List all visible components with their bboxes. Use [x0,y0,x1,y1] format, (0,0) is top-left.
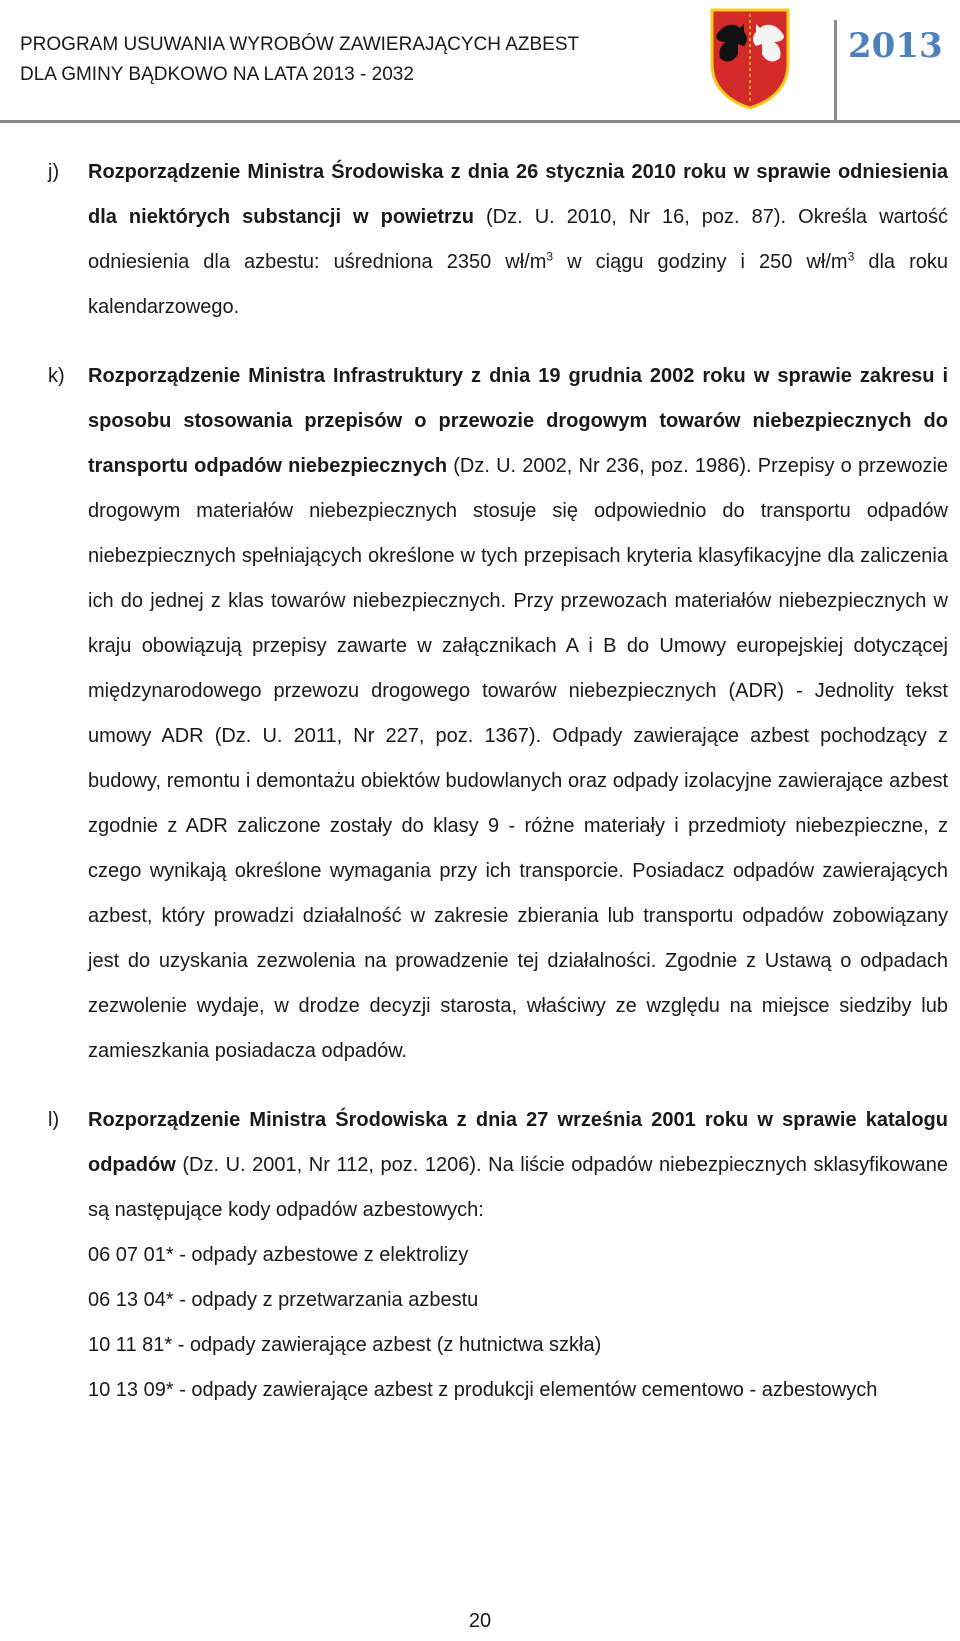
document-body [48,150,948,1437]
page-number: 20 [468,1610,492,1632]
list-item-text [88,150,948,330]
coat-of-arms-icon [708,6,792,110]
regulation-citation: (Dz. U. 2010, Nr 16, poz. 87). Określa wartość odniesienia dla azbestu: uśredniona 2350 wł/m [88,206,948,273]
list-item-label: l) [48,1109,60,1131]
document-title-line2: DLA GMINY BĄDKOWO NA LATA 2013 - 2032 [20,64,414,85]
regulation-text: w ciągu godziny i 250 wł/m [553,251,848,273]
list-item-text [88,1098,948,1233]
document-title-line1: PROGRAM USUWANIA WYROBÓW ZAWIERAJĄCYCH AZBEST [20,34,580,55]
list-item-label: k) [48,365,65,387]
list-item-l [48,1098,948,1413]
regulation-text: dla roku kalendarzowego. [88,251,948,318]
header-divider-vertical [834,20,837,122]
waste-code-item: 06 13 04* - odpady z przetwarzania azbestu [88,1289,479,1311]
regulation-title: Rozporządzenie Ministra Infrastruktury z dnia 19 grudnia 2002 roku w sprawie zakresu i sposobu stosowania przepisów o przewozie drogowym towarów niebezpiecznych do transportu odpadów niebezpiecznych [88,365,948,477]
list-item-text [88,354,948,1074]
regulation-title: Rozporządzenie Ministra Środowiska z dnia 26 stycznia 2010 roku w sprawie odniesienia dla niektórych substancji w powietrzu [88,161,948,228]
regulation-title: Rozporządzenie Ministra Środowiska z dnia 27 września 2001 roku w sprawie katalogu odpadów [88,1109,948,1176]
page-header [0,0,960,126]
header-divider-horizontal [0,120,960,123]
superscript: 3 [847,249,855,264]
superscript: 3 [546,249,554,264]
regulation-text: (Dz. U. 2001, Nr 112, poz. 1206). Na liście odpadów niebezpiecznych sklasyfikowane są następujące kody odpadów azbestowych: [88,1154,948,1221]
list-item-j [48,150,948,330]
list-item-k [48,354,948,1074]
waste-code-item: 10 13 09* - odpady zawierające azbest z produkcji elementów cementowo - azbestowych [88,1379,878,1401]
regulation-text: (Dz. U. 2002, Nr 236, poz. 1986). Przepisy o przewozie drogowym materiałów niebezpiecznych stosuje się odpowiednio do transportu odpadów niebezpiecznych spełniających określone w tych przepisach kryteria klasyfikacyjne dla zaliczenia ich do jednej z klas towarów niebezpiecznych. Przy przewozach materiałów niebezpiecznych w kraju obowiązują przepisy zawarte w załącznikach A i B do Umowy europejskiej dotyczącej międzynarodowego przewozu drogowego towarów niebezpiecznych (ADR) - Jednolity tekst umowy ADR (Dz. U. 2011, Nr 227, poz. 1367). Odpady zawierające azbest pochodzący z budowy, remontu i demontażu obiektów budowlanych oraz odpady izolacyjne zawierające azbest zgodnie z ADR zaliczone zostały do klasy 9 - różne materiały i przedmioty niebezpieczne, z czego wynikają określone wymagania przy ich transporcie. Posiadacz odpadów zawierających azbest, który prowadzi działalność w zakresie zbierania lub transportu odpadów zobowiązany jest do uzyskania zezwolenia na prowadzenie tej działalności. Zgodnie z Ustawą o odpadach zezwolenie wydaje, w drodze decyzji starosta, właściwy ze względu na miejsce siedziby lub zamieszkania posiadacza odpadów. [88,455,949,1062]
waste-code-list [88,1233,948,1413]
list-item-label: j) [48,161,60,183]
document-title [20,30,579,90]
header-year: 2013 [848,26,943,66]
waste-code-item: 10 11 81* - odpady zawierające azbest (z hutnictwa szkła) [88,1334,602,1356]
waste-code-item: 06 07 01* - odpady azbestowe z elektrolizy [88,1244,469,1266]
